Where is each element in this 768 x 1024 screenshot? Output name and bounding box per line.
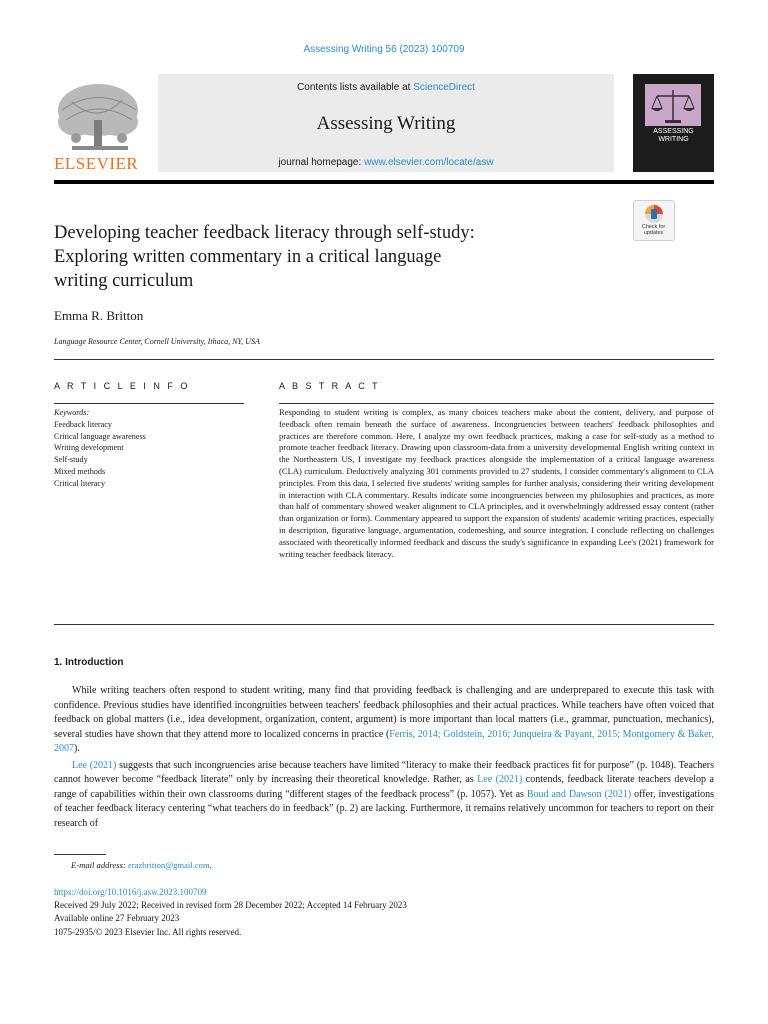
title-line-2: Exploring written commentary in a critical language [54,247,442,267]
article-title [54,221,594,293]
cover-title [633,128,714,144]
paragraph-text: While writing teachers often respond to student writing, many find that providing feedback is challenging and are underprepared to execute this task with confidence. Previous studies have identified incongruities between teachers' feedback philosophies and their actual practices. While teachers have often voiced that feedback on global matters (i.e., idea development, organization, content, argument) is more important than local matters (i.e., grammar, punctuation, mechanics), several studies have shown that they attend more to localized concerns in practice ( [54,685,714,740]
publication-info [54,886,407,939]
journal-homepage-link[interactable]: www.elsevier.com/locate/asw [364,157,494,168]
check-updates-icon [634,203,674,225]
keyword-item: Self-study [54,455,88,465]
homepage-line [158,157,614,168]
keyword-item: Critical language awareness [54,431,146,441]
copyright: 1075-2935/© 2023 Elsevier Inc. All rights reserved. [54,926,242,937]
received-dates: Received 29 July 2022; Received in revised form 28 December 2022; Accepted 14 February 2023 [54,900,407,911]
keyword-item: Writing development [54,443,124,453]
footnote-email [71,860,212,870]
title-line-1: Developing teacher feedback literacy through self-study: [54,223,475,243]
elsevier-wordmark: ELSEVIER [54,154,139,173]
contents-text: Contents lists available at [297,82,414,93]
paragraph [54,759,714,832]
keywords-label: Keywords: [54,408,90,417]
abstract-text: Responding to student writing is complex, as many choices teachers make about the content, delivery, and purpose of feedback often remain beneath the surface of awareness. Incongruencies between teachers' feedback philosophies and practices are therefore common. Here, I analyze my own feedback practices, making a case for self-study as a method to promote teacher feedback literacy. Drawing upon classroom-data from a university developmental English writing context in the Northeastern US, I investigate my feedback practices alongside the implementation of a critical language awareness (CLA) curriculum. Deductively analyzing 301 comments provided to 27 students, I consider commentary's alignment to CLA principles. From this data, I selected five students' writing samples for further analysis, considering their writing development in interaction with CLA commentary. Results indicate some incongruencies between my philosophies and practices, as more than half of commentary showed weaker alignment to CLA principles, and it overwhelmingly addressed essay content (rather than organization or form). Commentary appeared to support the expansion of students' academic writing practices, especially in description, figurative language, argumentation, codemeshing, and source integration. I conclude reflecting on challenges associated with theoretically informed feedback and discuss the study's significance in expanding Lee's (2021) framework for writing teacher feedback literacy. [279,407,714,559]
keyword-item: Mixed methods [54,466,106,476]
check-updates-line1: Check for [641,224,666,230]
paragraph-text: suggests that such incongruencies arise because teachers have limited “literacy to make their feedback practices fit for purpose” (p. 1048). Teachers cannot however become “feedback literate” only by increasing their theoretical knowledge. Rather, as [54,759,714,785]
journal-title: Assessing Writing [316,113,456,134]
cover-scales-image [645,84,701,126]
author-name[interactable]: Emma R. Britton [54,308,144,323]
header-rule [54,180,714,184]
divider [54,403,244,404]
divider [54,359,714,360]
journal-reference[interactable]: Assessing Writing 56 (2023) 100709 [303,44,465,55]
footnote-divider [54,854,106,855]
paragraph [54,684,714,757]
citation-link[interactable]: Ferris, 2014; Goldstein, 2016; Junqueira & Payant, 2015; Montgomery & Baker, 2007 [54,728,714,754]
author-affiliation: Language Resource Center, Cornell University, Ithaca, NY, USA [54,337,260,346]
section-heading-introduction: 1. Introduction [54,657,124,668]
divider [54,624,714,625]
homepage-text: journal homepage: [278,157,365,168]
cover-title-line2: WRITING [658,136,689,143]
keyword-item: Critical literacy [54,478,106,488]
article-info-heading: A R T I C L E I N F O [54,381,190,391]
citation-link[interactable]: Boud and Dawson (2021) [526,788,632,800]
keywords-block [54,407,146,490]
check-updates-label [633,224,674,236]
available-online: Available online 27 February 2023 [54,913,180,924]
divider [279,403,714,404]
cover-title-line1: ASSESSING [653,128,694,135]
title-line-3: writing curriculum [54,271,194,291]
paragraph-text: ). [74,743,80,754]
paragraph-text: contends, feedback literate teachers develop a range of capabilities within their own classrooms during “different stages of the feedback process” (p. 1057). Yet as [54,774,714,800]
introduction-body [54,684,714,833]
doi-link[interactable]: https://doi.org/10.1016/j.asw.2023.100709 [54,887,207,897]
sciencedirect-link[interactable]: ScienceDirect [413,82,475,93]
citation-link[interactable]: Lee (2021) [477,774,523,785]
email-label: E-mail address: [71,860,126,870]
abstract-heading: A B S T R A C T [279,381,381,391]
paragraph-text: offer, investigations of teacher feedback literacy centering “what teachers do in feedback” (p. 2) are lacking. Furthermore, it remains relatively uncommon for teachers to report on their research of [54,788,714,829]
email-link[interactable]: erazbritton@gmail.com [127,860,210,870]
citation-link[interactable]: Lee (2021) [72,759,117,771]
footnote-period: . [209,860,212,870]
keyword-item: Feedback literacy [54,419,112,429]
check-updates-line2: updates [643,230,664,236]
contents-line [158,82,614,93]
